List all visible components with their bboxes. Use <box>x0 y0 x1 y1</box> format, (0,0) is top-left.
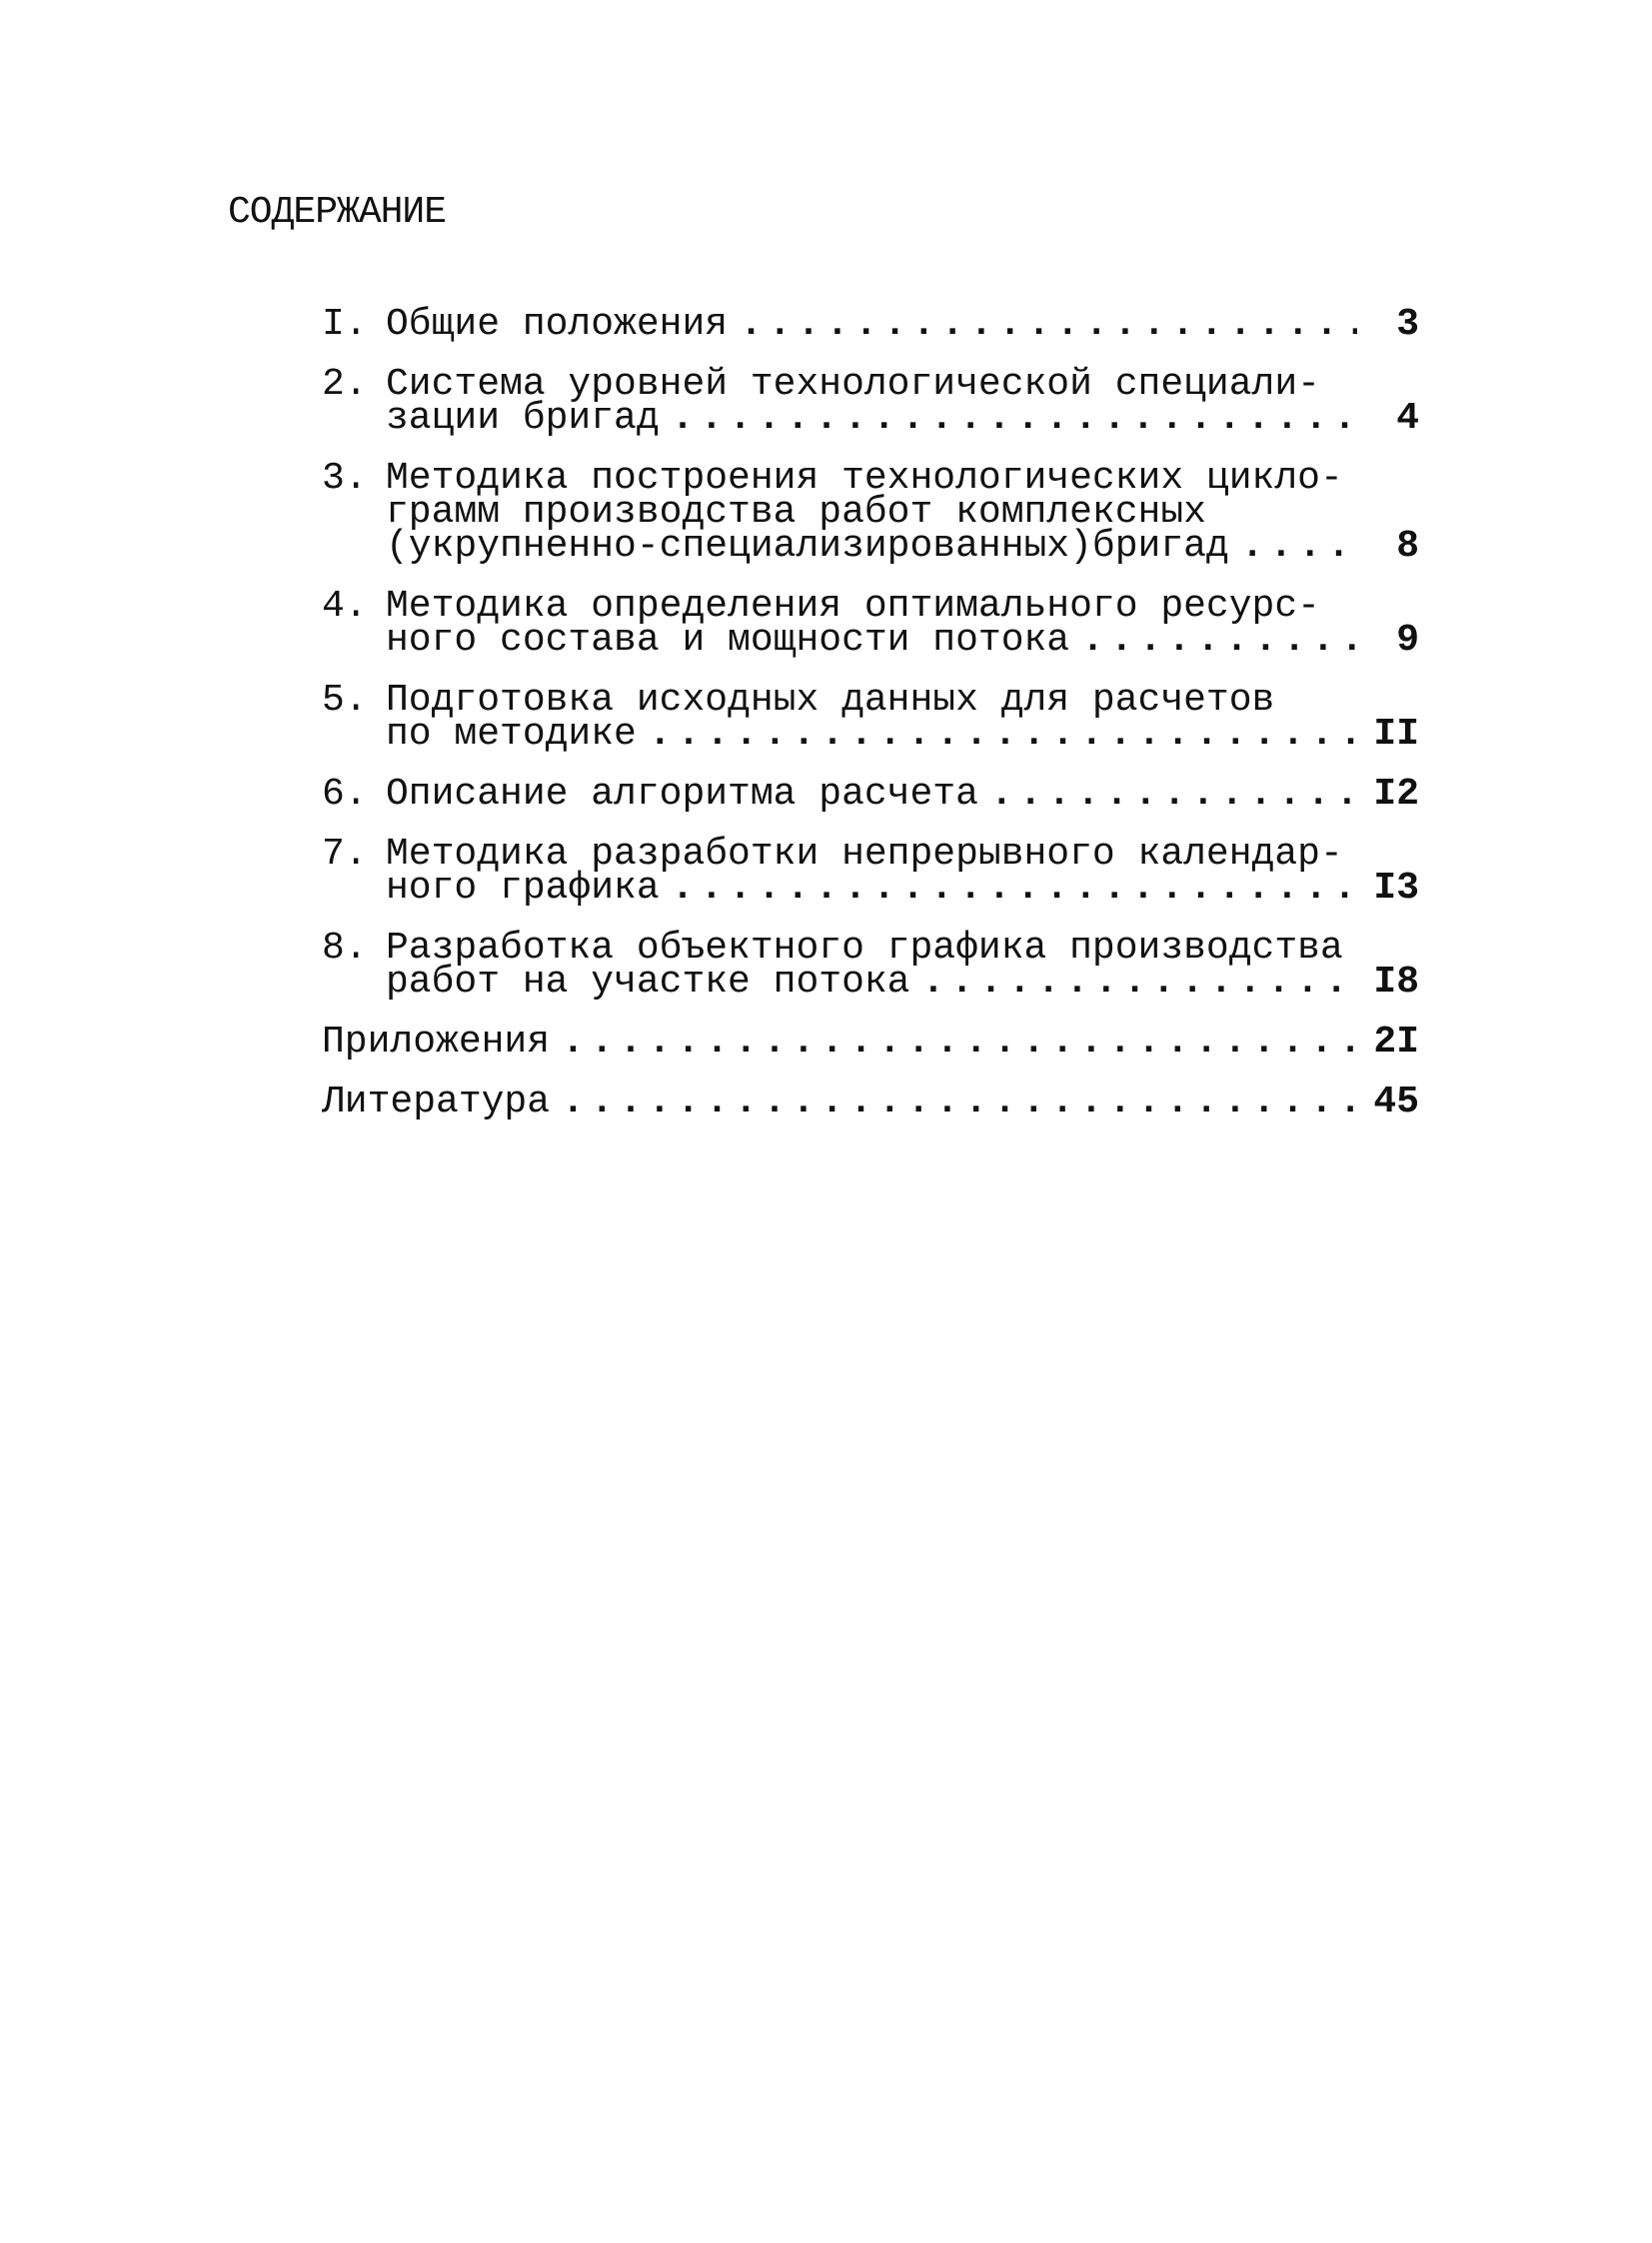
toc-page-number: II <box>1373 713 1419 756</box>
toc-entry <box>322 363 1419 440</box>
toc-leader-dots <box>1081 624 1357 658</box>
toc-page-number: 4 <box>1396 397 1419 440</box>
toc-page-number: I8 <box>1373 961 1419 1004</box>
toc-entry-text: Описание алгоритма расчета <box>386 773 978 816</box>
toc-leader-dots <box>990 778 1357 812</box>
toc-entry-text: Литература <box>322 1081 551 1123</box>
toc-entry-number: I. <box>322 303 368 346</box>
toc-page-number: 9 <box>1396 619 1419 662</box>
toc-leader-dots <box>922 966 1358 1000</box>
toc-entry-number: 2. <box>322 363 368 406</box>
toc-entry <box>322 679 1419 756</box>
toc-page-number: 45 <box>1373 1081 1419 1123</box>
toc-entry <box>322 585 1419 662</box>
toc-entry-number: 4. <box>322 585 368 628</box>
toc-entry <box>322 927 1419 1004</box>
toc-entry-number: 6. <box>322 773 368 816</box>
toc-entry-text: Методика построения технологических цикло- <box>386 457 1343 500</box>
toc-page-number: 2I <box>1373 1021 1419 1064</box>
toc-leader-dots <box>562 1086 1357 1120</box>
toc-entry-number: 7. <box>322 833 368 876</box>
toc-entry-number: 3. <box>322 457 368 500</box>
toc-page-number: 8 <box>1396 525 1419 568</box>
toc-entry-text: Методика разработки непрерывного календар- <box>386 833 1343 876</box>
toc-leader-dots <box>740 308 1357 342</box>
table-of-contents <box>322 303 1419 1145</box>
toc-entry-text: ного состава и мощности потока <box>386 619 1070 662</box>
toc-page-number: 3 <box>1396 303 1419 346</box>
toc-entry-text: Методика определения оптимального ресурс- <box>386 585 1320 628</box>
toc-entry-text: Система уровней технологической специали- <box>386 363 1320 406</box>
toc-entry-literature <box>322 1081 1419 1123</box>
toc-leader-dots <box>1241 530 1357 564</box>
toc-entry-text: (укрупненно-специализированных)бригад <box>386 525 1229 568</box>
toc-leader-dots <box>649 718 1357 752</box>
toc-leader-dots <box>562 1026 1357 1060</box>
toc-page-number: I3 <box>1373 867 1419 910</box>
toc-entry-text: Подготовка исходных данных для расчетов <box>386 679 1275 722</box>
toc-leader-dots <box>672 872 1357 906</box>
toc-entry-text: зации бригад <box>386 397 660 440</box>
toc-entry-number: 5. <box>322 679 368 722</box>
toc-entry-text: по методике <box>386 713 637 756</box>
toc-leader-dots <box>672 402 1357 436</box>
toc-entry <box>322 457 1419 568</box>
toc-entry-text: работ на участке потока <box>386 961 910 1004</box>
toc-entry-number: 8. <box>322 927 368 970</box>
toc-entry-text: ного графика <box>386 867 660 910</box>
toc-entry-text: Приложения <box>322 1021 551 1064</box>
toc-entry <box>322 773 1419 816</box>
toc-entry-text: грамм производства работ комплексных <box>386 491 1206 534</box>
toc-entry-text: Общие положения <box>386 303 729 346</box>
page-title: СОДЕРЖАНИЕ <box>228 191 447 234</box>
toc-page-number: I2 <box>1373 773 1419 816</box>
toc-entry <box>322 303 1419 346</box>
toc-entry-appendix <box>322 1021 1419 1064</box>
toc-entry-text: Разработка объектного графика производства <box>386 927 1343 970</box>
toc-entry <box>322 833 1419 910</box>
